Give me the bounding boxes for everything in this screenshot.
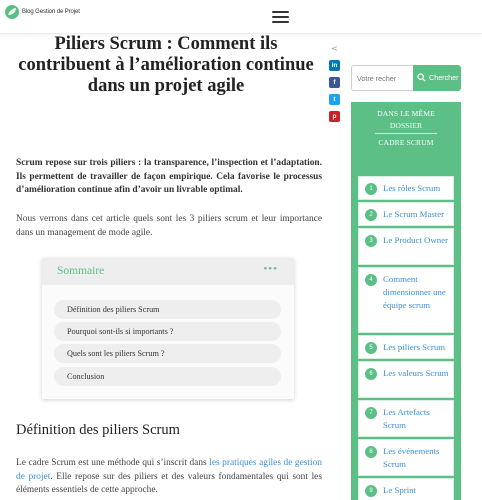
sidebar-item[interactable] <box>358 361 454 398</box>
item-label: Les valeurs Scrum <box>383 368 449 378</box>
inline-link[interactable]: les pratiques agiles de gestion de projet <box>16 458 322 482</box>
toc-link[interactable]: Pourquoi sont-ils si importants ? <box>54 322 281 341</box>
toc-link[interactable]: Définition des piliers Scrum <box>54 300 281 319</box>
article-intro: Scrum repose sur trois piliers : la transparence, l’inspection et l’adaptation. Ils permettent de travailler de façon empirique. Cela favorise le processus d’amélioration continue afin d’avoir un livrable optimal. <box>16 158 322 196</box>
search-button-label: Chercher <box>429 73 459 82</box>
article-paragraph: Nous verrons dans cet article quels sont les 3 piliers scrum et leur importance dans un management de mode agile. <box>16 214 322 238</box>
divider <box>375 133 437 134</box>
toc-header <box>42 258 294 285</box>
item-number: 3 <box>365 235 377 247</box>
search-button[interactable] <box>413 65 461 91</box>
section-heading: Définition des piliers Scrum <box>16 422 180 438</box>
toc-link[interactable]: Quels sont les piliers Scrum ? <box>54 344 281 363</box>
linkedin-icon[interactable]: in <box>329 60 340 71</box>
share-icon[interactable]: < <box>331 44 338 53</box>
item-number: 1 <box>365 183 377 195</box>
toc-toggle-icon[interactable]: ••• <box>263 263 278 275</box>
panel-heading-line: CADRE SCRUM <box>378 138 434 147</box>
table-of-contents <box>42 258 294 399</box>
sidebar-item[interactable] <box>358 228 454 265</box>
paragraph-text: Le cadre Scrum est une méthode qui s’inscrit dans <box>16 458 210 468</box>
item-number: 8 <box>365 446 377 458</box>
item-number: 7 <box>365 407 377 419</box>
share-bar <box>328 44 341 122</box>
item-label: Les rôles Scrum <box>383 183 441 193</box>
twitter-icon[interactable]: t <box>329 94 340 105</box>
panel-heading-line: DANS LE MÊME <box>377 109 435 118</box>
sidebar-item[interactable] <box>358 202 454 226</box>
item-label: Comment dimensionner une équipe scrum <box>383 274 446 310</box>
item-label: Les piliers Scrum <box>383 342 446 352</box>
paragraph-text: . Elle repose sur des piliers et des valeurs fondamentales qui sont les éléments essentiels de cette approche. <box>16 471 322 496</box>
related-articles-panel <box>351 102 461 500</box>
toc-title: Sommaire <box>57 265 105 277</box>
item-number: 2 <box>365 209 377 221</box>
logo-leaf-icon <box>5 5 19 19</box>
sidebar-item[interactable] <box>358 267 454 333</box>
search-icon <box>417 73 426 82</box>
sidebar-item[interactable] <box>358 176 454 200</box>
item-label: Le Scrum Master <box>383 209 445 219</box>
item-label: Les événements Scrum <box>383 446 440 469</box>
item-label: Le Sprint <box>383 485 416 495</box>
search-input[interactable] <box>351 65 414 91</box>
item-number: 9 <box>365 485 377 497</box>
pinterest-icon[interactable]: p <box>329 111 340 122</box>
sidebar-item[interactable] <box>358 439 454 476</box>
search-form <box>351 65 461 91</box>
panel-heading-line: DOSSIER <box>389 120 423 130</box>
sidebar-item[interactable] <box>358 335 454 359</box>
item-number: 6 <box>365 368 377 380</box>
sidebar-item[interactable] <box>358 478 454 500</box>
logo-text: Blog Gestion de Projet <box>22 9 80 15</box>
item-number: 5 <box>365 342 377 354</box>
site-logo[interactable] <box>5 5 80 19</box>
hamburger-icon[interactable] <box>272 11 289 23</box>
item-number: 4 <box>365 274 377 286</box>
panel-heading <box>351 102 461 149</box>
site-header <box>0 0 482 34</box>
sidebar-item[interactable] <box>358 400 454 437</box>
item-label: Le Product Owner <box>383 235 448 245</box>
toc-link[interactable]: Conclusion <box>54 367 281 386</box>
article-title: Piliers Scrum : Comment ils contribuent à l’amélioration continue dans un projet agile <box>18 34 314 96</box>
item-label: Les Artefacts Scrum <box>383 407 430 430</box>
article-paragraph <box>16 457 322 498</box>
facebook-icon[interactable]: f <box>329 77 340 88</box>
